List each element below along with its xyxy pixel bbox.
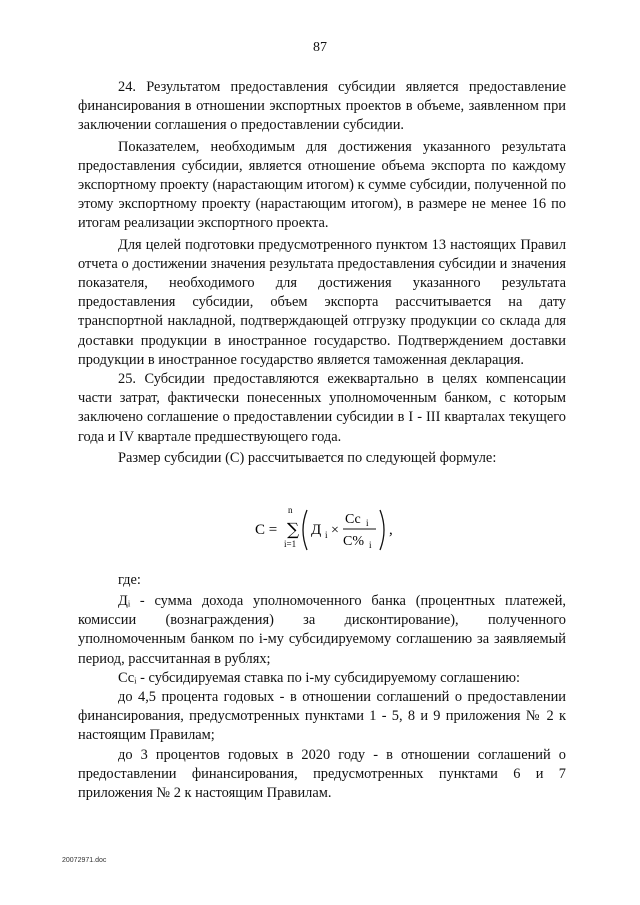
body-text xyxy=(78,78,566,468)
definition-rate-3: до 3 процентов годовых в 2020 году - в отношении соглашений о предоставлении финансирования, предусмотренных пунктами 6 и 7 приложения № 2 к настоящим Правилам. xyxy=(78,746,566,802)
paragraph-indicator: Показателем, необходимым для достижения указанного результата предоставления субсидии, является отношение объема экспорта по каждому экспортному проекту (нарастающим итогом) к сумме субсидии, полученной по этому экспортному проекту (нарастающим итогом), в размере не менее 16 по итогам реализации экспортного проекта. xyxy=(78,138,566,232)
sum-lower: i=1 xyxy=(284,539,297,549)
right-paren-icon xyxy=(380,510,384,550)
denominator-subscript: i xyxy=(369,540,372,550)
subsidy-formula xyxy=(255,500,415,560)
numerator: Сс xyxy=(345,512,361,527)
where-label: где: xyxy=(118,572,141,588)
paragraph-report: Для целей подготовки предусмотренного пунктом 13 настоящих Правил отчета о достижении значения результата предоставления субсидии и значения показателя, необходимого для достижения указанного результата предоставления субсидии, объем экспорта рассчитывается на дату транспортной накладной, подтверждающей отгрузку продукции со склада для доставки продукции в иностранное государство. Подтверждением доставки продукции в иностранное государство является таможенная декларация. xyxy=(78,236,566,368)
paragraph-24: 24. Результатом предоставления субсидии является предоставление финансирования в отношении экспортных проектов в объеме, заявленном при заключении соглашения о предоставлении субсидии. xyxy=(78,79,566,134)
formula-lhs: С = xyxy=(255,522,278,538)
paragraph-formula-intro: Размер субсидии (С) рассчитывается по следующей формуле: xyxy=(118,449,497,466)
paragraph-25: 25. Субсидии предоставляются ежеквартально в целях компенсации части затрат, фактически понесенных уполномоченным банком, с которым заключено соглашение о предоставлении субсидии в I - III кварталах текущего года и IV квартале предшествующего года. xyxy=(78,371,566,445)
definition-cc: Ссᵢ - субсидируемая ставка по i-му субсидируемому соглашению: xyxy=(118,669,521,686)
page-number: 87 xyxy=(313,40,327,55)
times-sign: × xyxy=(331,523,339,538)
formula-trailing: , xyxy=(389,522,393,538)
denominator: С% xyxy=(343,534,364,549)
sum-upper: n xyxy=(288,505,293,515)
term-d-subscript: i xyxy=(325,530,328,540)
term-d: Д xyxy=(311,522,322,538)
file-footer: 20072971.doc xyxy=(62,857,107,864)
definitions xyxy=(78,592,566,803)
left-paren-icon xyxy=(303,510,307,550)
definition-rate-4-5: до 4,5 процента годовых - в отношении соглашений о предоставлении финансирования, предусмотренных пунктами 1 - 5, 8 и 9 приложения № 2 к настоящим Правилам; xyxy=(78,689,566,744)
sum-sign-icon: ∑ xyxy=(287,520,300,540)
definition-d: Дᵢ - сумма дохода уполномоченного банка (процентных платежей, комиссии (вознаграждения) за дисконтирование), полученного уполномоченным банком по i-му субсидируемому соглашению за заявляемый период, рассчитанная в рублях; xyxy=(78,593,566,667)
numerator-subscript: i xyxy=(366,518,369,528)
